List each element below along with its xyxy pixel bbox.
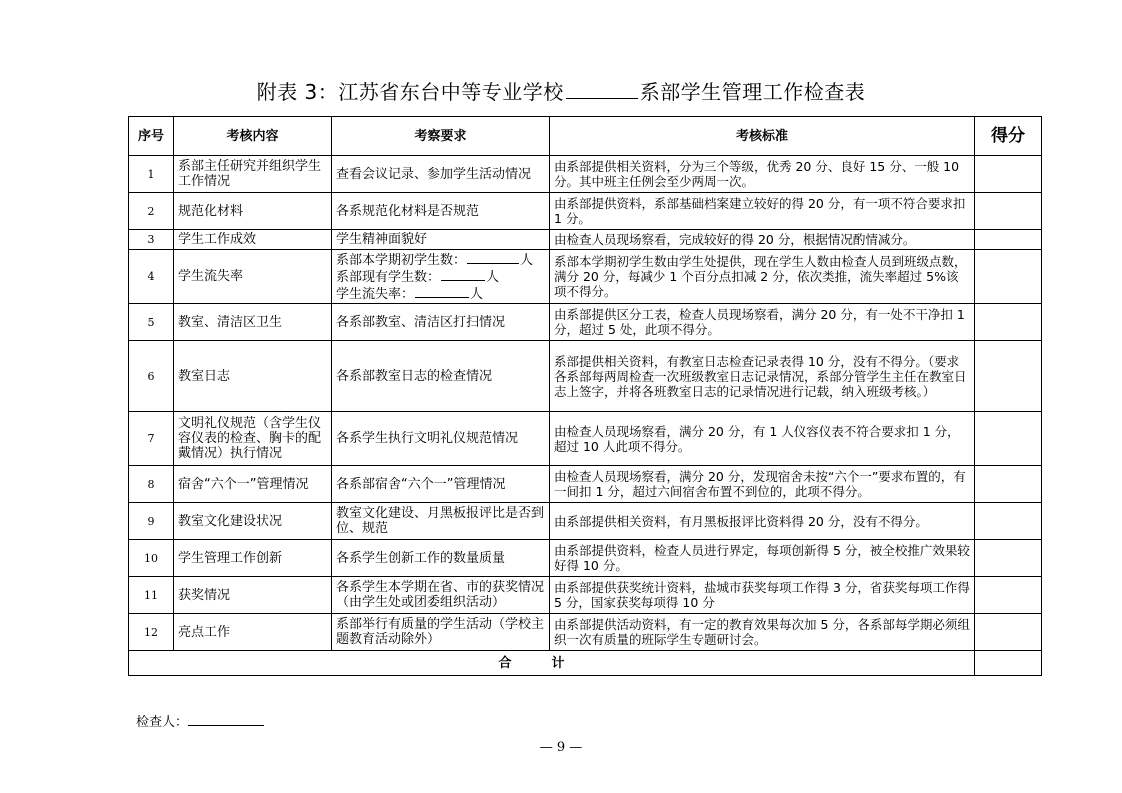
total-score-cell[interactable] xyxy=(975,651,1042,676)
inspection-table xyxy=(128,116,1042,676)
score-cell[interactable] xyxy=(975,193,1042,230)
table-row xyxy=(129,614,1042,651)
row-standard: 由检查人员现场察看，满分 20 分，发现宿舍未按“六个一”要求布置的，有一间扣 1 分，超过六间宿舍布置不到位的，此项不得分。 xyxy=(550,466,975,503)
row-item: 系部主任研究并组织学生工作情况 xyxy=(174,156,332,193)
score-cell[interactable] xyxy=(975,614,1042,651)
initial-students-blank[interactable] xyxy=(467,251,519,264)
row-no: 10 xyxy=(129,540,174,577)
row-standard: 由系部提供资料，检查人员进行界定，每项创新得 5 分，被全校推广效果较好得 10 分。 xyxy=(550,540,975,577)
row-requirement: 各系学生执行文明礼仪规范情况 xyxy=(332,412,550,466)
row-no: 3 xyxy=(129,230,174,250)
row-requirement: 系部举行有质量的学生活动（学校主题教育活动除外） xyxy=(332,614,550,651)
score-cell[interactable] xyxy=(975,304,1042,341)
row-no: 12 xyxy=(129,614,174,651)
row-item: 教室日志 xyxy=(174,341,332,412)
row-item: 文明礼仪规范（含学生仪容仪表的检查、胸卡的配戴情况）执行情况 xyxy=(174,412,332,466)
row-requirement: 各系学生创新工作的数量质量 xyxy=(332,540,550,577)
row-no: 5 xyxy=(129,304,174,341)
row-requirement: 各系规范化材料是否规范 xyxy=(332,193,550,230)
requirement-line-unit: 人 xyxy=(470,287,484,302)
row-no: 8 xyxy=(129,466,174,503)
row-standard: 由系部提供活动资料，有一定的教育效果每次加 5 分，各系部每学期必须组织一次有质量的班际学生专题研讨会。 xyxy=(550,614,975,651)
row-no: 6 xyxy=(129,341,174,412)
score-cell[interactable] xyxy=(975,503,1042,540)
row-standard: 由系部提供获奖统计资料，盐城市获奖每项工作得 3 分，省获奖每项工作得 5 分，国家获奖每项得 10 分 xyxy=(550,577,975,614)
row-item: 亮点工作 xyxy=(174,614,332,651)
row-item: 学生管理工作创新 xyxy=(174,540,332,577)
current-students-blank[interactable] xyxy=(441,268,485,281)
score-cell[interactable] xyxy=(975,156,1042,193)
row-standard: 由系部提供区分工表，检查人员现场察看，满分 20 分，有一处不干净扣 1 分，超过 5 处，此项不得分。 xyxy=(550,304,975,341)
score-cell[interactable] xyxy=(975,230,1042,250)
row-item: 宿舍“六个一”管理情况 xyxy=(174,466,332,503)
requirement-line-label: 学生流失率： xyxy=(336,287,415,302)
table-row xyxy=(129,250,1042,304)
row-standard: 由检查人员现场察看，完成较好的得 20 分，根据情况酌情减分。 xyxy=(550,230,975,250)
inspector-signature-field[interactable] xyxy=(188,713,264,726)
row-standard: 由系部提供资料，系部基础档案建立较好的得 20 分，有一项不符合要求扣 1 分。 xyxy=(550,193,975,230)
table-row xyxy=(129,341,1042,412)
table-row xyxy=(129,412,1042,466)
row-no: 1 xyxy=(129,156,174,193)
row-no: 11 xyxy=(129,577,174,614)
row-standard: 由检查人员现场察看，满分 20 分，有 1 人仪容仪表不符合要求扣 1 分，超过 10 人此项不得分。 xyxy=(550,412,975,466)
row-no: 7 xyxy=(129,412,174,466)
row-requirement: 查看会议记录、参加学生活动情况 xyxy=(332,156,550,193)
row-requirement: 教室文化建设、月黑板报评比是否到位、规范 xyxy=(332,503,550,540)
attrition-rate-blank[interactable] xyxy=(415,285,469,298)
row-requirement: 各系部教室日志的检查情况 xyxy=(332,341,550,412)
score-cell[interactable] xyxy=(975,577,1042,614)
table-row xyxy=(129,304,1042,341)
total-label: 合计 xyxy=(129,651,975,676)
row-item: 学生工作成效 xyxy=(174,230,332,250)
requirement-line-label: 系部现有学生数： xyxy=(336,270,441,285)
table-header-row xyxy=(129,117,1042,156)
table-row xyxy=(129,466,1042,503)
score-cell[interactable] xyxy=(975,466,1042,503)
department-blank-field[interactable] xyxy=(566,80,638,99)
requirement-line-unit: 人 xyxy=(520,253,534,268)
score-cell[interactable] xyxy=(975,341,1042,412)
header-requirement: 考察要求 xyxy=(332,117,550,156)
inspector-line xyxy=(136,711,264,730)
requirement-line xyxy=(336,285,545,302)
table-row xyxy=(129,156,1042,193)
table-row xyxy=(129,193,1042,230)
table-row xyxy=(129,230,1042,250)
row-requirement: 各系部教室、清洁区打扫情况 xyxy=(332,304,550,341)
row-requirement xyxy=(332,250,550,304)
row-item: 规范化材料 xyxy=(174,193,332,230)
row-standard: 系部本学期初学生数由学生处提供，现在学生人数由检查人员到班级点数，满分 20 分，每减少 1 个百分点扣减 2 分，依次类推，流失率超过 5%该项不得分。 xyxy=(550,250,975,304)
row-no: 4 xyxy=(129,250,174,304)
requirement-line xyxy=(336,268,545,285)
row-no: 2 xyxy=(129,193,174,230)
row-standard: 系部提供相关资料，有教室日志检查记录表得 10 分，没有不得分。（要求各系部每两周检查一次班级教室日志记录情况，系部分管学生主任在教室日志上签字，并将各班教室日志的记录情况进行记载，纳入班级考核。） xyxy=(550,341,975,412)
row-requirement: 各系学生本学期在省、市的获奖情况（由学生处或团委组织活动） xyxy=(332,577,550,614)
header-standard: 考核标准 xyxy=(550,117,975,156)
header-score: 得分 xyxy=(975,117,1042,156)
inspector-label: 检查人： xyxy=(136,715,189,730)
requirement-line-label: 系部本学期初学生数： xyxy=(336,253,467,268)
row-requirement: 各系部宿舍“六个一”管理情况 xyxy=(332,466,550,503)
row-no: 9 xyxy=(129,503,174,540)
table-row xyxy=(129,540,1042,577)
row-item: 获奖情况 xyxy=(174,577,332,614)
row-item: 教室文化建设状况 xyxy=(174,503,332,540)
score-cell[interactable] xyxy=(975,540,1042,577)
header-no: 序号 xyxy=(129,117,174,156)
title-suffix: 系部学生管理工作检查表 xyxy=(639,80,866,104)
page-number: — 9 — xyxy=(539,740,583,755)
row-requirement: 学生精神面貌好 xyxy=(332,230,550,250)
title-prefix: 附表 3：江苏省东台中等专业学校 xyxy=(256,80,564,104)
row-standard: 由系部提供相关资料，有月黑板报评比资料得 20 分，没有不得分。 xyxy=(550,503,975,540)
requirement-line-unit: 人 xyxy=(486,270,500,285)
score-cell[interactable] xyxy=(975,412,1042,466)
table-row xyxy=(129,577,1042,614)
row-item: 学生流失率 xyxy=(174,250,332,304)
page-title xyxy=(0,76,1122,105)
header-item: 考核内容 xyxy=(174,117,332,156)
table-row xyxy=(129,503,1042,540)
total-row xyxy=(129,651,1042,676)
row-standard: 由系部提供相关资料，分为三个等级，优秀 20 分、良好 15 分、一般 10 分。其中班主任例会至少两周一次。 xyxy=(550,156,975,193)
requirement-line xyxy=(336,251,545,268)
row-item: 教室、清洁区卫生 xyxy=(174,304,332,341)
score-cell[interactable] xyxy=(975,250,1042,304)
